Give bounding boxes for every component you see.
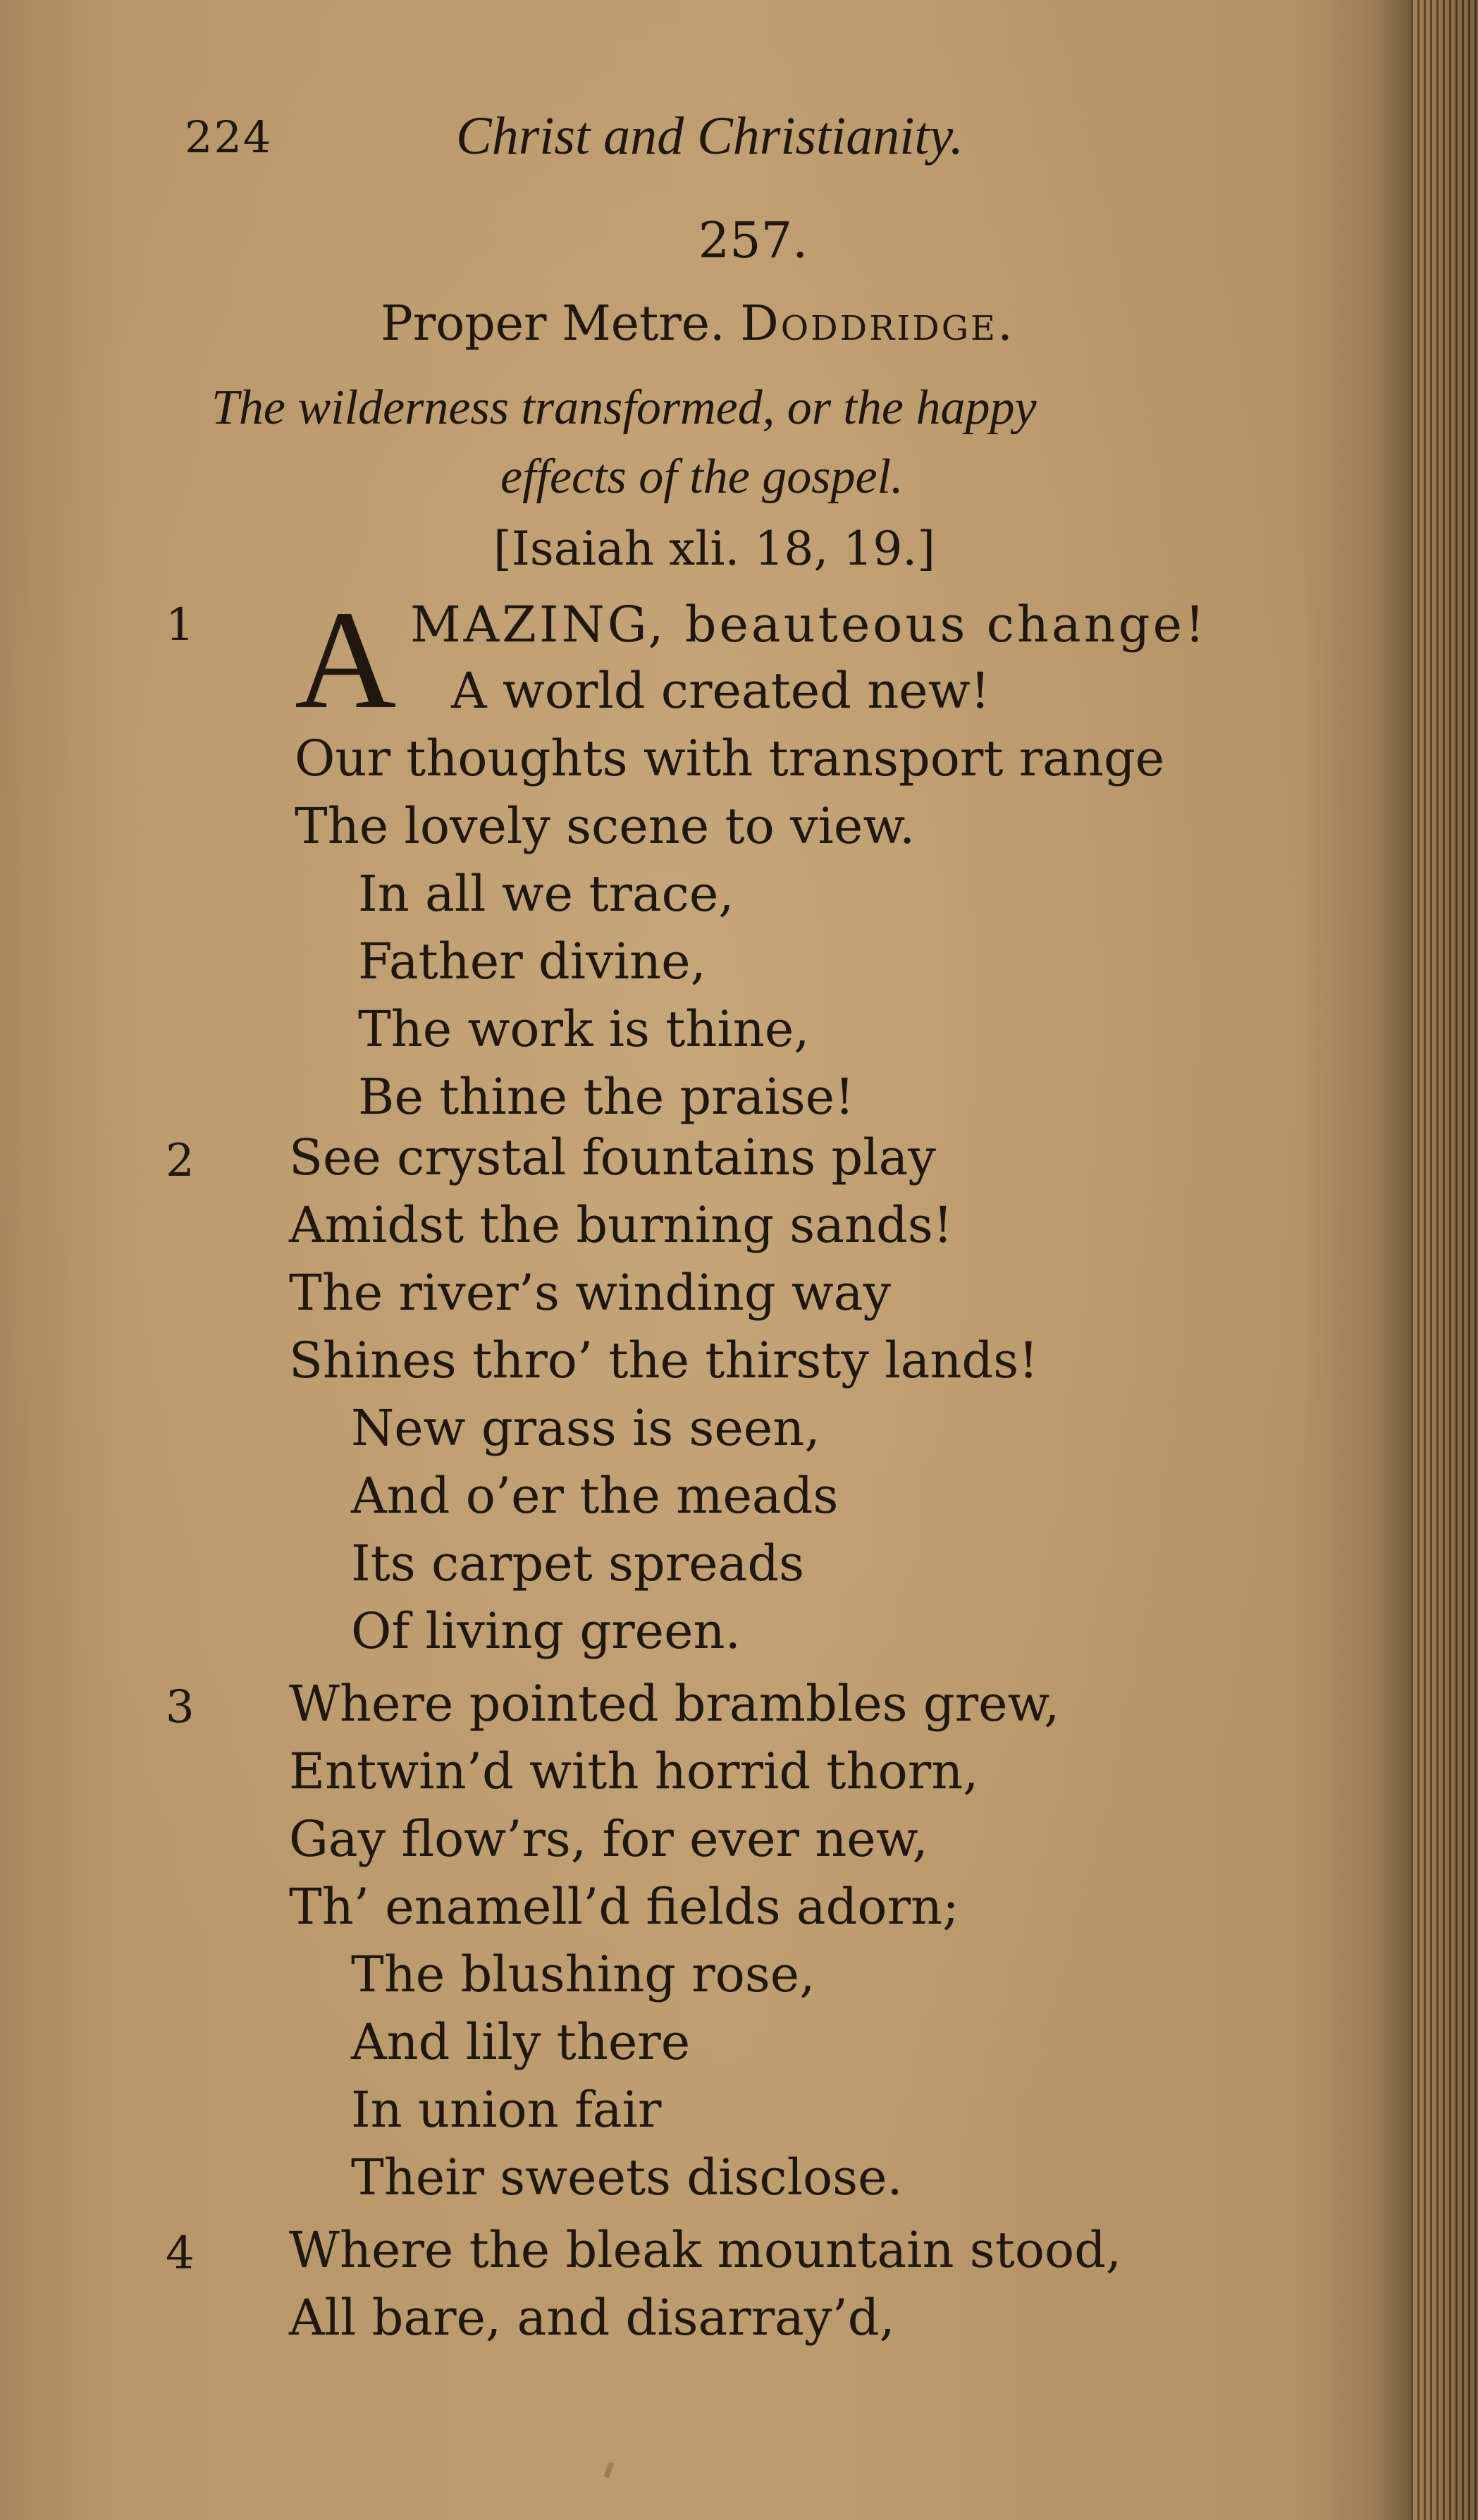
stanza-line: In union fair xyxy=(351,2081,662,2139)
running-header xyxy=(185,106,1186,183)
subtitle-line-1: The wilderness transformed, or the happy xyxy=(211,381,1037,435)
stanza-line: Where the bleak mountain stood, xyxy=(289,2221,1122,2279)
stanza-number: 3 xyxy=(166,1681,195,1733)
page-edge-stack xyxy=(1411,0,1478,2520)
stanza-line: All bare, and disarray’d, xyxy=(289,2289,895,2347)
stanza-line: The work is thine, xyxy=(358,1000,810,1058)
stanza-line: Be thine the praise! xyxy=(358,1068,855,1126)
meter-line xyxy=(381,296,1015,352)
stanza-number: 2 xyxy=(166,1135,195,1187)
stanza-line: The lovely scene to view. xyxy=(295,797,916,855)
scripture-reference: [Isaiah xli. 18, 19.] xyxy=(493,522,936,576)
stanza-line: And o’er the meads xyxy=(351,1467,839,1525)
hymn-number: 257. xyxy=(698,211,808,269)
hymn-subtitle xyxy=(211,374,1374,512)
drop-cap: A xyxy=(295,582,397,738)
stanza-line: The blushing rose, xyxy=(351,1946,815,2003)
paper-blemish xyxy=(603,2461,614,2478)
author: Doddridge. xyxy=(740,296,1015,352)
subtitle-line-2: effects of the gospel. xyxy=(500,450,904,504)
stanza-line: MAZING, beauteous change! xyxy=(410,596,1208,653)
stanza-number: 4 xyxy=(166,2227,195,2280)
stanza-line: Where pointed brambles grew, xyxy=(289,1675,1060,1733)
stanza-line: A world created new! xyxy=(451,662,990,720)
stanza-line: Their sweets disclose. xyxy=(351,2149,903,2206)
stanza-line: In all we trace, xyxy=(358,865,734,923)
running-title: Christ and Christianity. xyxy=(456,106,964,166)
stanza-line: And lily there xyxy=(351,2013,691,2071)
page-number: 224 xyxy=(185,111,273,163)
stanza-line: Amidst the burning sands! xyxy=(289,1196,953,1254)
stanza-line: Its carpet spreads xyxy=(351,1535,805,1592)
stanza-line: Entwin’d with horrid thorn, xyxy=(289,1743,979,1800)
stanza-line: Our thoughts with transport range xyxy=(295,730,1165,787)
stanza-line: The river’s winding way xyxy=(289,1264,892,1322)
stanza-line: Of living green. xyxy=(351,1602,741,1660)
stanza-line: Father divine, xyxy=(358,933,706,990)
stanza-line: Shines thro’ the thirsty lands! xyxy=(289,1332,1039,1389)
stanza-line: Gay flow’rs, for ever new, xyxy=(289,1810,928,1868)
meter: Proper Metre. xyxy=(381,296,725,352)
stanza-line: See crystal fountains play xyxy=(289,1129,936,1186)
stanza-line: New grass is seen, xyxy=(351,1399,820,1457)
stanza-number: 1 xyxy=(166,599,195,651)
stanza-line: Th’ enamell’d fields adorn; xyxy=(289,1878,959,1936)
